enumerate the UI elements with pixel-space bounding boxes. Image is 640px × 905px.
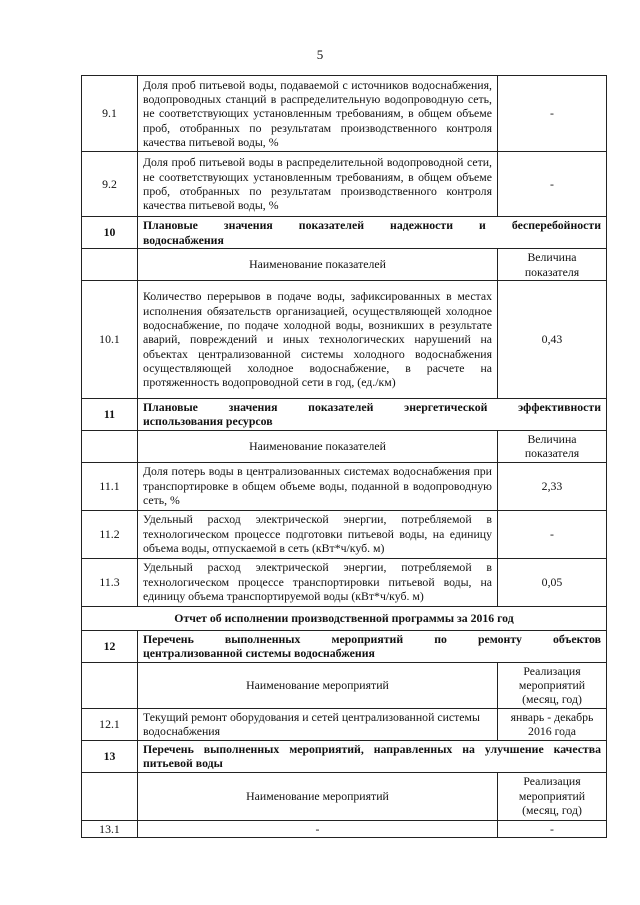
section-number: 13 bbox=[82, 740, 138, 772]
table-row bbox=[82, 76, 607, 152]
section-heading-row bbox=[82, 630, 607, 662]
column-header-row bbox=[82, 249, 607, 281]
section-title bbox=[138, 740, 607, 772]
indicator-text: Количество перерывов в подаче воды, зафиксированных в местах исполнения обязательств организацией, осуществляющей холодное водоснабжение, по подаче холодной воды, возникших в результате аварий, повреждений и иных технологических нарушений на объектах централизованной системы холодного водоснабжения осуществляющей холодное водоснабжение, в расчете на протяженность водопроводной сети в год, (ед./км) bbox=[138, 281, 498, 399]
row-number: 9.1 bbox=[82, 76, 138, 152]
row-number: 10.1 bbox=[82, 281, 138, 399]
section-title-line1: Плановые значения показателей надежности и бесперебойности bbox=[143, 218, 601, 233]
section-number: 10 bbox=[82, 217, 138, 249]
row-number: 11.3 bbox=[82, 558, 138, 606]
table-row bbox=[82, 558, 607, 606]
activity-text: Текущий ремонт оборудования и сетей централизованной системы водоснабжения bbox=[138, 708, 498, 740]
activity-period: - bbox=[498, 820, 607, 837]
row-number: 9.2 bbox=[82, 152, 138, 217]
table-row bbox=[82, 462, 607, 510]
activity-period: январь - декабрь 2016 года bbox=[498, 708, 607, 740]
row-number: 11.1 bbox=[82, 462, 138, 510]
section-title-line2: централизованной системы водоснабжения bbox=[143, 646, 375, 661]
section-title-line2: использования ресурсов bbox=[143, 414, 273, 429]
table-row bbox=[82, 510, 607, 558]
empty-cell bbox=[82, 662, 138, 708]
section-title-line2: водоснабжения bbox=[143, 232, 224, 247]
report-heading: Отчет об исполнении производственной программы за 2016 год bbox=[82, 606, 607, 630]
indicator-text: Удельный расход электрической энергии, потребляемой в технологическом процессе транспортировки питьевой воды, на единицу объема транспортируемой воды (кВт*ч/куб. м) bbox=[138, 558, 498, 606]
section-title-line1: Перечень выполненных мероприятий по ремонту объектов bbox=[143, 631, 601, 646]
indicators-table bbox=[81, 75, 607, 838]
indicator-value: 0,43 bbox=[498, 281, 607, 399]
empty-cell bbox=[82, 772, 138, 820]
section-title-line1: Перечень выполненных мероприятий, направленных на улучшение качества bbox=[143, 741, 601, 756]
indicator-value: - bbox=[498, 152, 607, 217]
indicator-value: 2,33 bbox=[498, 462, 607, 510]
column-header-value: Величина показателя bbox=[498, 249, 607, 281]
row-number: 13.1 bbox=[82, 820, 138, 837]
indicator-value: - bbox=[498, 76, 607, 152]
column-header-row bbox=[82, 430, 607, 462]
section-heading-row bbox=[82, 217, 607, 249]
indicator-value: - bbox=[498, 510, 607, 558]
row-number: 11.2 bbox=[82, 510, 138, 558]
column-header-value: Величина показателя bbox=[498, 430, 607, 462]
report-heading-row bbox=[82, 606, 607, 630]
column-header-name: Наименование показателей bbox=[138, 249, 498, 281]
column-header-value: Реализация мероприятий (месяц, год) bbox=[498, 662, 607, 708]
table-row bbox=[82, 708, 607, 740]
column-header-name: Наименование показателей bbox=[138, 430, 498, 462]
page-number: 5 bbox=[316, 47, 324, 62]
section-heading-row bbox=[82, 399, 607, 431]
column-header-row bbox=[82, 772, 607, 820]
column-header-value: Реализация мероприятий (месяц, год) bbox=[498, 772, 607, 820]
empty-cell bbox=[82, 249, 138, 281]
row-number: 12.1 bbox=[82, 708, 138, 740]
section-title bbox=[138, 399, 607, 431]
table-row bbox=[82, 152, 607, 217]
section-title-line2: питьевой воды bbox=[143, 756, 223, 771]
empty-cell bbox=[82, 430, 138, 462]
indicator-text: Доля проб питьевой воды в распределительной водопроводной сети, не соответствующих установленным требованиям, в общем объеме проб, отобранных по результатам производственного контроля качества питьевой воды, % bbox=[138, 152, 498, 217]
section-title bbox=[138, 217, 607, 249]
column-header-name: Наименование мероприятий bbox=[138, 772, 498, 820]
section-title-line1: Плановые значения показателей энергетической эффективности bbox=[143, 400, 601, 414]
table-row bbox=[82, 281, 607, 399]
indicator-value: 0,05 bbox=[498, 558, 607, 606]
column-header-name: Наименование мероприятий bbox=[138, 662, 498, 708]
column-header-row bbox=[82, 662, 607, 708]
section-title bbox=[138, 630, 607, 662]
indicator-text: Удельный расход электрической энергии, потребляемой в технологическом процессе подготовки питьевой воды, на единицу объема воды, отпускаемой в сеть (кВт*ч/куб. м) bbox=[138, 510, 498, 558]
section-number: 12 bbox=[82, 630, 138, 662]
indicator-text: Доля потерь воды в централизованных системах водоснабжения при транспортировке в общем объеме воды, поданной в водопроводную сеть, % bbox=[138, 462, 498, 510]
indicator-text: Доля проб питьевой воды, подаваемой с источников водоснабжения, водопроводных станций в распределительную водопроводную сеть, не соответствующих установленным требованиям, в общем объеме проб, отобранных по результатам производственного контроля качества питьевой воды, % bbox=[138, 76, 498, 152]
table-row bbox=[82, 820, 607, 837]
section-heading-row bbox=[82, 740, 607, 772]
section-number: 11 bbox=[82, 399, 138, 431]
activity-text: - bbox=[138, 820, 498, 837]
